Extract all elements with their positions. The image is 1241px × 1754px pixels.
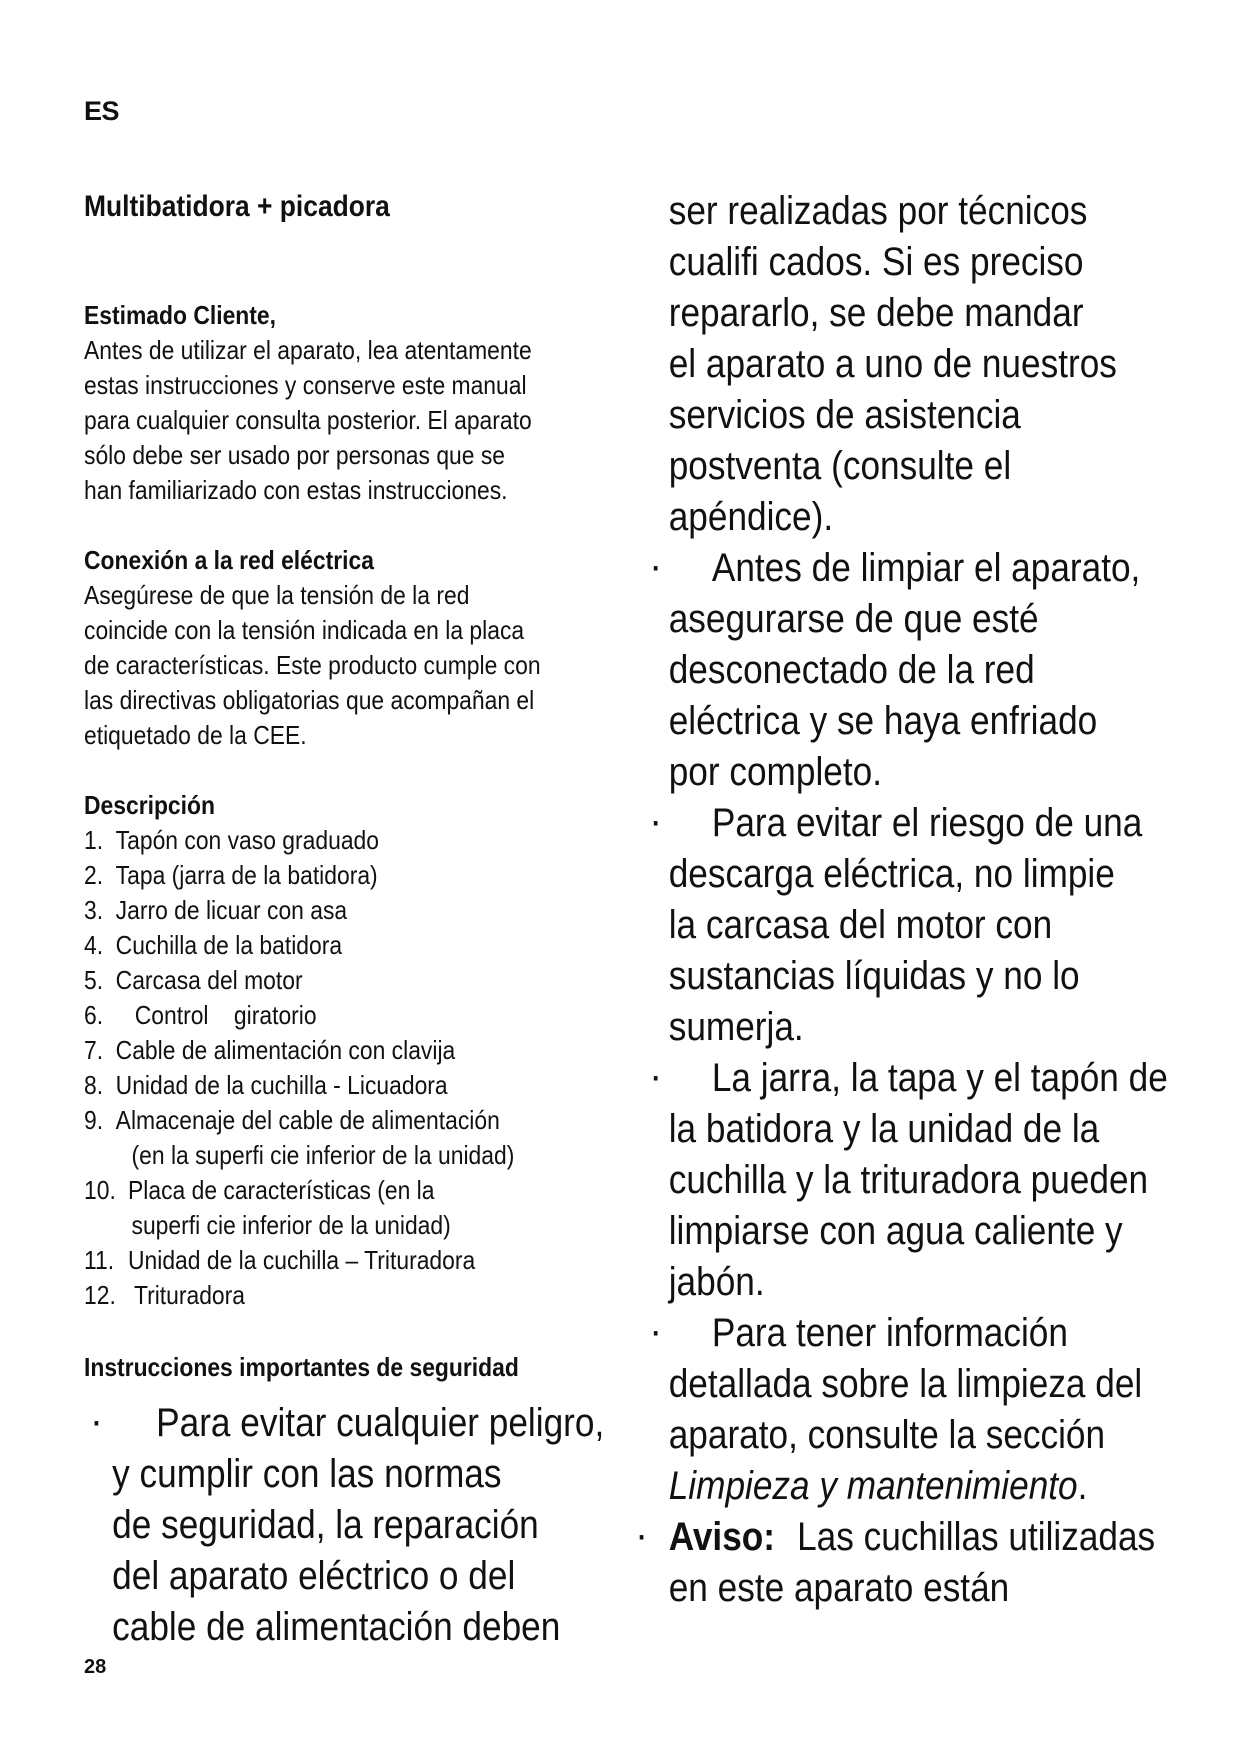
list-item [84, 858, 514, 893]
intro-section [84, 298, 532, 508]
list-item [84, 823, 514, 858]
item-number: 9. [84, 1105, 104, 1135]
seguridad-heading: Instrucciones importantes de seguridad [84, 1352, 519, 1382]
item-text: Almacenaje del cable de alimentación [115, 1105, 500, 1135]
list-item-continued [84, 1138, 514, 1173]
bullet-icon: · [652, 1062, 661, 1095]
item-text: Carcasa del motor [115, 965, 303, 995]
safety-line: jabón. [668, 1260, 765, 1304]
safety-line: eléctrica y se haya enfriado [668, 699, 1098, 743]
list-item-continued [84, 1208, 514, 1243]
safety-line: detallada sobre la limpieza del [668, 1362, 1143, 1406]
safety-line: desconectado de la red [668, 648, 1035, 692]
item-number: 7. [84, 1035, 104, 1065]
page-title: Multibatidora + picadora [84, 190, 390, 223]
safety-line: y cumplir con las normas [112, 1452, 502, 1496]
period: . [1077, 1464, 1088, 1508]
item-text: Cuchilla de la batidora [115, 930, 343, 960]
item-number: 12. [84, 1280, 116, 1310]
safety-line: La jarra, la tapa y el tapón de [711, 1056, 1168, 1100]
conexion-line: Asegúrese de que la tensión de la red [84, 580, 470, 610]
safety-line: postventa (consulte el [668, 444, 1012, 488]
safety-line: limpiarse con agua caliente y [668, 1209, 1123, 1253]
item-text: Tapa (jarra de la batidora) [115, 860, 378, 890]
item-text: superfi cie inferior de la unidad) [131, 1210, 451, 1240]
bullet-item [637, 1512, 1156, 1563]
list-item [84, 998, 514, 1033]
list-item [84, 1068, 514, 1103]
conexion-heading: Conexión a la red eléctrica [84, 545, 374, 575]
safety-line: ser realizadas por técnicos [668, 189, 1088, 233]
item-text: (en la superfi cie inferior de la unidad) [131, 1140, 515, 1170]
item-number: 3. [84, 895, 104, 925]
language-code: ES [84, 96, 120, 126]
bullet-icon: · [637, 1521, 647, 1554]
conexion-line: las directivas obligatorias que acompañan el [84, 685, 535, 715]
safety-line: servicios de asistencia [668, 393, 1021, 437]
item-number: 1. [84, 825, 104, 855]
bullet-item [652, 1053, 1168, 1104]
bullet-item [84, 1398, 605, 1449]
list-item [84, 1103, 514, 1138]
item-number: 10. [84, 1175, 116, 1205]
conexion-line: etiquetado de la CEE. [84, 720, 307, 750]
descripcion-heading: Descripción [84, 790, 215, 820]
safety-text-left [84, 1398, 605, 1653]
bullet-item [652, 1308, 1154, 1359]
bullet-icon: · [652, 552, 661, 585]
conexion-line: de características. Este producto cumple con [84, 650, 541, 680]
item-text: Tapón con vaso graduado [115, 825, 380, 855]
conexion-section [84, 543, 541, 753]
list-item [84, 963, 514, 998]
item-text: Jarro de licuar con asa [115, 895, 348, 925]
safety-line: por completo. [668, 750, 882, 794]
list-item [84, 1173, 514, 1208]
safety-line: asegurarse de que esté [668, 597, 1039, 641]
descripcion-section [84, 788, 514, 1313]
safety-line: cable de alimentación deben [112, 1605, 561, 1649]
bullet-icon: · [652, 807, 661, 840]
safety-line: en este aparato están [668, 1566, 1010, 1610]
description-list [84, 823, 514, 1313]
item-text: Cable de alimentación con clavija [115, 1035, 456, 1065]
list-item [84, 928, 514, 963]
intro-line: estas instrucciones y conserve este manual [84, 370, 527, 400]
list-item [84, 1278, 514, 1313]
bullet-icon: · [652, 1317, 661, 1350]
bullet-item [652, 543, 1154, 594]
item-text: Placa de características (en la [128, 1175, 435, 1205]
safety-line: la carcasa del motor con [668, 903, 1053, 947]
safety-line: apéndice). [668, 495, 834, 539]
safety-line-italic [652, 1461, 1154, 1512]
safety-line: cuchilla y la trituradora pueden [668, 1158, 1149, 1202]
safety-line: de seguridad, la reparación [112, 1503, 539, 1547]
safety-text-right [637, 186, 1168, 1614]
safety-line: Para tener información [711, 1311, 1068, 1355]
list-item [84, 893, 514, 928]
item-text: Unidad de la cuchilla - Licuadora [115, 1070, 448, 1100]
conexion-line: coincide con la tensión indicada en la placa [84, 615, 525, 645]
section-reference: Limpieza y mantenimiento [668, 1464, 1078, 1508]
safety-line: la batidora y la unidad de la [668, 1107, 1100, 1151]
item-text: Control giratorio [115, 1000, 317, 1030]
item-number: 6. [84, 1000, 104, 1030]
safety-line: descarga eléctrica, no limpie [668, 852, 1115, 896]
intro-heading: Estimado Cliente, [84, 300, 276, 330]
aviso-label: Aviso: [668, 1515, 775, 1559]
safety-line: sumerja. [668, 1005, 804, 1049]
safety-line: aparato, consulte la sección [668, 1413, 1106, 1457]
intro-line: para cualquier consulta posterior. El aparato [84, 405, 532, 435]
safety-line: repararlo, se debe mandar [668, 291, 1084, 335]
item-text: Trituradora [128, 1280, 245, 1310]
list-item [84, 1243, 514, 1278]
item-number: 5. [84, 965, 104, 995]
safety-line: sustancias líquidas y no lo [668, 954, 1080, 998]
page-number: 28 [84, 1656, 107, 1678]
safety-line: del aparato eléctrico o del [112, 1554, 516, 1598]
safety-line: Las cuchillas utilizadas [797, 1515, 1156, 1559]
item-number: 11. [84, 1245, 115, 1275]
intro-line: sólo debe ser usado por personas que se [84, 440, 506, 470]
item-number: 2. [84, 860, 104, 890]
safety-line: Antes de limpiar el aparato, [711, 546, 1141, 590]
safety-line: cualifi cados. Si es preciso [668, 240, 1084, 284]
bullet-item [652, 798, 1154, 849]
safety-line: Para evitar el riesgo de una [711, 801, 1143, 845]
bullet-icon: · [92, 1407, 102, 1440]
item-number: 4. [84, 930, 104, 960]
intro-line: han familiarizado con estas instrucciones. [84, 475, 508, 505]
item-number: 8. [84, 1070, 104, 1100]
intro-line: Antes de utilizar el aparato, lea atentamente [84, 335, 532, 365]
safety-line: el aparato a uno de nuestros [668, 342, 1117, 386]
safety-line: Para evitar cualquier peligro, [156, 1401, 605, 1445]
list-item [84, 1033, 514, 1068]
item-text: Unidad de la cuchilla – Trituradora [128, 1245, 476, 1275]
